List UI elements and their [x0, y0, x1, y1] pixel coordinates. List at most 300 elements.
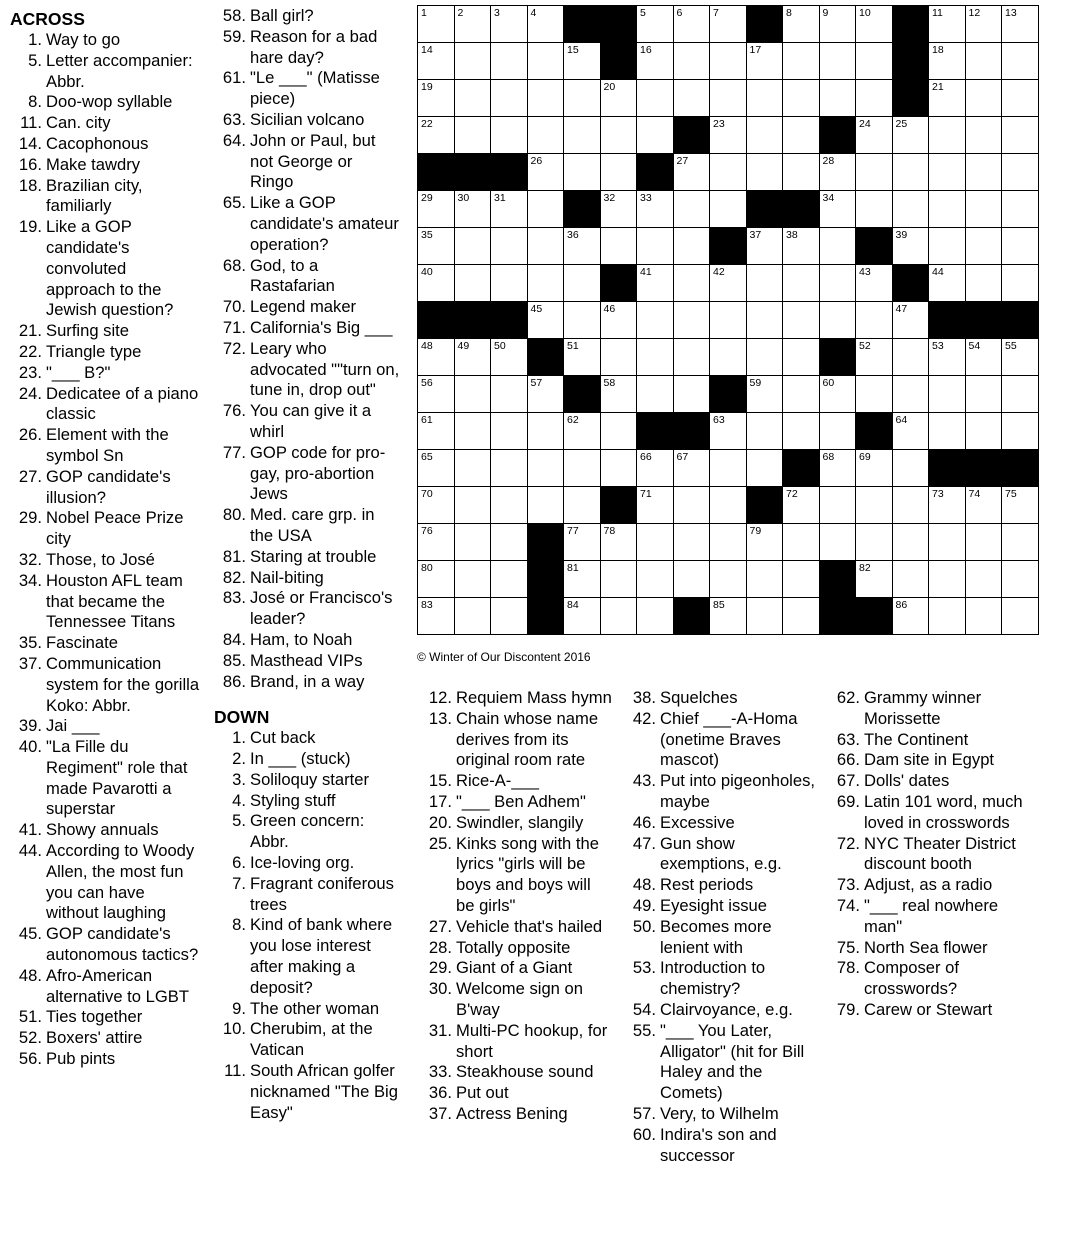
grid-cell[interactable] — [710, 191, 747, 228]
grid-cell[interactable] — [1002, 524, 1039, 561]
grid-cell[interactable] — [929, 413, 966, 450]
clue-number: 72. — [222, 338, 246, 358]
grid-cell[interactable] — [418, 524, 455, 561]
grid-cell[interactable] — [600, 524, 637, 561]
grid-cell[interactable] — [783, 265, 820, 302]
grid-cell[interactable] — [491, 487, 528, 524]
grid-cell[interactable] — [856, 43, 893, 80]
grid-cell[interactable] — [710, 302, 747, 339]
grid-cell[interactable] — [418, 487, 455, 524]
grid-cell[interactable] — [418, 413, 455, 450]
grid-cell[interactable] — [746, 302, 783, 339]
clue-text: Composer of crosswords? — [864, 958, 959, 999]
grid-cell[interactable] — [527, 413, 564, 450]
grid-cell[interactable] — [454, 524, 491, 561]
grid-cell[interactable] — [637, 524, 674, 561]
grid-cell[interactable] — [783, 302, 820, 339]
grid-cell[interactable] — [673, 43, 710, 80]
grid-cell[interactable] — [783, 598, 820, 635]
grid-cell[interactable] — [710, 413, 747, 450]
grid-cell[interactable] — [600, 191, 637, 228]
cell-number: 19 — [421, 81, 433, 93]
grid-cell[interactable] — [637, 43, 674, 80]
grid-cell[interactable] — [454, 117, 491, 154]
grid-cell[interactable] — [1002, 43, 1039, 80]
grid-cell[interactable] — [929, 376, 966, 413]
grid-cell[interactable] — [1002, 80, 1039, 117]
grid-cell[interactable] — [527, 117, 564, 154]
grid-cell[interactable] — [454, 80, 491, 117]
grid-cell[interactable] — [454, 191, 491, 228]
grid-cell[interactable] — [637, 487, 674, 524]
grid-cell[interactable] — [1002, 487, 1039, 524]
grid-cell[interactable] — [637, 376, 674, 413]
grid-cell[interactable] — [418, 80, 455, 117]
grid-cell[interactable] — [783, 43, 820, 80]
grid-cell[interactable] — [673, 450, 710, 487]
grid-cell[interactable] — [418, 117, 455, 154]
grid-cell[interactable] — [929, 487, 966, 524]
grid-cell[interactable] — [929, 80, 966, 117]
grid-cell[interactable] — [929, 6, 966, 43]
grid-cell[interactable] — [454, 487, 491, 524]
grid-cell[interactable] — [965, 154, 1002, 191]
grid-cell[interactable] — [783, 80, 820, 117]
clue-number: 5. — [28, 50, 42, 70]
grid-cell[interactable] — [1002, 598, 1039, 635]
grid-cell[interactable] — [491, 191, 528, 228]
grid-cell[interactable] — [454, 413, 491, 450]
grid-cell[interactable] — [564, 524, 601, 561]
grid-cell[interactable] — [600, 228, 637, 265]
grid-cell[interactable] — [673, 6, 710, 43]
grid-cell[interactable] — [746, 413, 783, 450]
grid-cell[interactable] — [564, 561, 601, 598]
grid-cell[interactable] — [892, 450, 929, 487]
grid-cell[interactable] — [783, 413, 820, 450]
cell-number: 59 — [749, 377, 762, 389]
grid-cell[interactable] — [1002, 265, 1039, 302]
grid-cell[interactable] — [454, 43, 491, 80]
grid-cell[interactable] — [673, 191, 710, 228]
grid-cell[interactable] — [856, 302, 893, 339]
clue-text: Clairvoyance, e.g. — [660, 999, 793, 1019]
grid-cell[interactable] — [637, 6, 674, 43]
grid-cell[interactable] — [491, 413, 528, 450]
grid-cell[interactable] — [418, 43, 455, 80]
grid-cell[interactable] — [564, 43, 601, 80]
grid-cell[interactable] — [746, 376, 783, 413]
clue-item — [624, 771, 816, 813]
grid-cell[interactable] — [1002, 413, 1039, 450]
grid-cell[interactable] — [819, 228, 856, 265]
grid-cell[interactable] — [856, 487, 893, 524]
cell-number: 12 — [968, 7, 981, 19]
grid-cell[interactable] — [1002, 228, 1039, 265]
grid-row — [418, 228, 1039, 265]
grid-cell[interactable] — [783, 117, 820, 154]
grid-cell[interactable] — [856, 450, 893, 487]
grid-cell[interactable] — [564, 154, 601, 191]
grid-cell[interactable] — [746, 80, 783, 117]
grid-cell[interactable] — [965, 6, 1002, 43]
grid-cell[interactable] — [418, 6, 455, 43]
grid-cell[interactable] — [564, 598, 601, 635]
grid-cell[interactable] — [491, 43, 528, 80]
grid-cell[interactable] — [673, 154, 710, 191]
grid-cell[interactable] — [491, 265, 528, 302]
grid-cell[interactable] — [783, 154, 820, 191]
clue-item — [828, 896, 1028, 938]
clue-text: Masthead VIPs — [250, 650, 363, 670]
clue-number: 80. — [222, 505, 246, 525]
grid-cell[interactable] — [746, 43, 783, 80]
grid-cell[interactable] — [929, 154, 966, 191]
grid-cell[interactable] — [929, 339, 966, 376]
grid-cell[interactable] — [746, 265, 783, 302]
grid-cell[interactable] — [527, 43, 564, 80]
grid-cell[interactable] — [600, 561, 637, 598]
grid-cell[interactable] — [965, 561, 1002, 598]
grid-cell[interactable] — [673, 561, 710, 598]
cell-number: 75 — [1005, 488, 1017, 500]
grid-cell[interactable] — [673, 80, 710, 117]
grid-cell[interactable] — [710, 524, 747, 561]
clue-text: Sicilian volcano — [250, 109, 365, 129]
grid-cell[interactable] — [1002, 191, 1039, 228]
grid-cell[interactable] — [892, 376, 929, 413]
clue-item — [10, 1028, 200, 1049]
clue-item — [214, 6, 400, 27]
grid-cell[interactable] — [965, 117, 1002, 154]
grid-cell[interactable] — [418, 450, 455, 487]
grid-cell[interactable] — [892, 487, 929, 524]
grid-cell[interactable] — [783, 376, 820, 413]
grid-cell[interactable] — [564, 80, 601, 117]
grid-cell[interactable] — [856, 80, 893, 117]
grid-cell[interactable] — [491, 524, 528, 561]
grid-cell[interactable] — [710, 339, 747, 376]
grid-cell[interactable] — [491, 6, 528, 43]
cell-number: 78 — [603, 525, 616, 537]
grid-cell[interactable] — [637, 80, 674, 117]
crossword-grid[interactable] — [417, 5, 1039, 635]
cell-number: 56 — [421, 377, 433, 389]
clue-number: 8. — [28, 92, 42, 112]
grid-cell[interactable] — [783, 487, 820, 524]
grid-cell[interactable] — [892, 154, 929, 191]
grid-cell[interactable] — [564, 413, 601, 450]
grid-cell[interactable] — [454, 450, 491, 487]
grid-cell[interactable] — [637, 117, 674, 154]
clue-item — [10, 155, 200, 176]
grid-cell[interactable] — [892, 117, 929, 154]
grid-cell[interactable] — [929, 561, 966, 598]
grid-cell[interactable] — [564, 487, 601, 524]
grid-cell[interactable] — [491, 598, 528, 635]
grid-cell[interactable] — [965, 376, 1002, 413]
grid-cell[interactable] — [564, 265, 601, 302]
grid-cell[interactable] — [892, 302, 929, 339]
clue-number: 7. — [232, 873, 246, 893]
grid-cell[interactable] — [746, 524, 783, 561]
grid-cell[interactable] — [527, 80, 564, 117]
cell-number: 43 — [859, 266, 871, 278]
grid-cell[interactable] — [491, 80, 528, 117]
grid-cell[interactable] — [929, 43, 966, 80]
grid-cell[interactable] — [856, 265, 893, 302]
grid-row — [418, 376, 1039, 413]
grid-cell[interactable] — [783, 561, 820, 598]
grid-cell[interactable] — [491, 376, 528, 413]
grid-cell[interactable] — [418, 598, 455, 635]
grid-cell[interactable] — [600, 117, 637, 154]
grid-cell[interactable] — [564, 117, 601, 154]
grid-cell[interactable] — [673, 339, 710, 376]
grid-cell[interactable] — [892, 598, 929, 635]
grid-row — [418, 6, 1039, 43]
grid-cell[interactable] — [746, 154, 783, 191]
grid-cell[interactable] — [856, 117, 893, 154]
clue-text: Dedicatee of a piano classic — [46, 383, 199, 424]
grid-cell[interactable] — [491, 228, 528, 265]
grid-cell[interactable] — [673, 487, 710, 524]
grid-cell[interactable] — [418, 265, 455, 302]
grid-cell[interactable] — [418, 561, 455, 598]
grid-cell[interactable] — [929, 598, 966, 635]
grid-cell[interactable] — [1002, 154, 1039, 191]
grid-cell[interactable] — [454, 228, 491, 265]
grid-cell[interactable] — [491, 561, 528, 598]
clue-column-2 — [214, 6, 400, 1123]
grid-cell[interactable] — [929, 265, 966, 302]
grid-cell[interactable] — [965, 598, 1002, 635]
clue-item — [624, 1000, 816, 1021]
grid-cell[interactable] — [929, 228, 966, 265]
clue-text: Pub pints — [46, 1049, 116, 1069]
clue-text: Triangle type — [46, 341, 142, 361]
grid-cell[interactable] — [454, 376, 491, 413]
grid-cell[interactable] — [491, 339, 528, 376]
grid-cell[interactable] — [965, 265, 1002, 302]
grid-cell[interactable] — [600, 450, 637, 487]
clue-number: 40. — [18, 737, 42, 757]
clue-item — [214, 131, 400, 193]
grid-cell[interactable] — [454, 598, 491, 635]
grid-cell-block — [527, 598, 564, 635]
grid-cell[interactable] — [892, 228, 929, 265]
grid-cell[interactable] — [637, 561, 674, 598]
grid-cell[interactable] — [527, 228, 564, 265]
grid-cell[interactable] — [710, 265, 747, 302]
cell-number: 62 — [567, 414, 579, 426]
grid-cell[interactable] — [418, 339, 455, 376]
clue-text: Swindler, slangily — [456, 812, 584, 832]
grid-cell[interactable] — [491, 117, 528, 154]
grid-cell[interactable] — [746, 598, 783, 635]
grid-cell[interactable] — [856, 154, 893, 191]
grid-cell[interactable] — [710, 487, 747, 524]
clue-text: Green concern: Abbr. — [250, 811, 365, 852]
clue-number: 29. — [18, 508, 42, 528]
grid-cell[interactable] — [965, 487, 1002, 524]
grid-cell[interactable] — [746, 339, 783, 376]
grid-cell[interactable] — [892, 524, 929, 561]
grid-cell[interactable] — [965, 524, 1002, 561]
grid-cell[interactable] — [637, 191, 674, 228]
grid-cell[interactable] — [783, 339, 820, 376]
clue-item — [10, 654, 200, 716]
grid-cell[interactable] — [527, 265, 564, 302]
grid-cell[interactable] — [454, 6, 491, 43]
grid-cell[interactable] — [819, 302, 856, 339]
grid-cell[interactable] — [637, 265, 674, 302]
clue-list-col1 — [10, 30, 200, 1070]
grid-cell[interactable] — [527, 302, 564, 339]
grid-cell[interactable] — [819, 413, 856, 450]
grid-cell[interactable] — [929, 117, 966, 154]
grid-cell[interactable] — [673, 228, 710, 265]
grid-cell[interactable] — [929, 524, 966, 561]
grid-cell[interactable] — [418, 376, 455, 413]
grid-cell[interactable] — [783, 6, 820, 43]
grid-cell[interactable] — [856, 376, 893, 413]
grid-cell[interactable] — [856, 191, 893, 228]
grid-cell[interactable] — [929, 191, 966, 228]
grid-cell[interactable] — [1002, 117, 1039, 154]
grid-cell[interactable] — [564, 450, 601, 487]
clue-number: 26. — [18, 425, 42, 445]
grid-cell[interactable] — [819, 43, 856, 80]
grid-cell[interactable] — [819, 524, 856, 561]
grid-cell[interactable] — [892, 191, 929, 228]
grid-cell[interactable] — [600, 413, 637, 450]
grid-cell[interactable] — [564, 339, 601, 376]
grid-cell[interactable] — [527, 487, 564, 524]
grid-cell[interactable] — [965, 80, 1002, 117]
grid-cell[interactable] — [783, 524, 820, 561]
grid-cell[interactable] — [673, 265, 710, 302]
clue-text: Nobel Peace Prize city — [46, 508, 184, 549]
grid-cell[interactable] — [819, 154, 856, 191]
grid-cell[interactable] — [637, 450, 674, 487]
grid-cell[interactable] — [1002, 376, 1039, 413]
grid-cell[interactable] — [710, 598, 747, 635]
grid-cell[interactable] — [965, 191, 1002, 228]
grid-cell[interactable] — [491, 450, 528, 487]
grid-cell[interactable] — [1002, 561, 1039, 598]
grid-cell[interactable] — [418, 191, 455, 228]
grid-cell[interactable] — [600, 339, 637, 376]
clue-number: 67. — [836, 771, 860, 791]
grid-cell-block — [600, 43, 637, 80]
grid-cell[interactable] — [418, 228, 455, 265]
grid-cell[interactable] — [819, 376, 856, 413]
grid-cell[interactable] — [710, 561, 747, 598]
grid-cell[interactable] — [892, 339, 929, 376]
grid-cell[interactable] — [856, 524, 893, 561]
grid-cell[interactable] — [819, 80, 856, 117]
grid-cell[interactable] — [600, 376, 637, 413]
grid-cell[interactable] — [710, 43, 747, 80]
grid-cell[interactable] — [965, 228, 1002, 265]
grid-cell[interactable] — [564, 302, 601, 339]
cell-number: 70 — [421, 488, 433, 500]
grid-cell-block — [600, 487, 637, 524]
grid-cell[interactable] — [710, 450, 747, 487]
grid-cell[interactable] — [454, 561, 491, 598]
clue-number: 27. — [428, 916, 452, 936]
grid-cell[interactable] — [746, 228, 783, 265]
grid-cell[interactable] — [783, 228, 820, 265]
clue-number: 20. — [428, 812, 452, 832]
grid-cell[interactable] — [746, 450, 783, 487]
grid-cell[interactable] — [527, 6, 564, 43]
grid-cell[interactable] — [746, 561, 783, 598]
grid-cell[interactable] — [600, 154, 637, 191]
grid-cell[interactable] — [1002, 6, 1039, 43]
grid-cell[interactable] — [673, 524, 710, 561]
grid-cell[interactable] — [673, 376, 710, 413]
clue-number: 69. — [836, 791, 860, 811]
grid-cell[interactable] — [746, 117, 783, 154]
grid-cell[interactable] — [892, 561, 929, 598]
grid-cell[interactable] — [965, 339, 1002, 376]
grid-cell[interactable] — [454, 339, 491, 376]
clue-number: 14. — [18, 133, 42, 153]
grid-cell[interactable] — [637, 339, 674, 376]
grid-cell[interactable] — [819, 487, 856, 524]
grid-cell[interactable] — [1002, 339, 1039, 376]
grid-cell[interactable] — [819, 450, 856, 487]
grid-cell[interactable] — [819, 265, 856, 302]
grid-cell[interactable] — [637, 302, 674, 339]
grid-cell[interactable] — [710, 154, 747, 191]
grid-cell[interactable] — [527, 450, 564, 487]
grid-cell[interactable] — [637, 228, 674, 265]
grid-cell[interactable] — [600, 598, 637, 635]
clue-number: 58. — [222, 6, 246, 25]
grid-cell[interactable] — [600, 80, 637, 117]
grid-cell[interactable] — [710, 6, 747, 43]
clue-text: Brazilian city, familiarly — [46, 175, 143, 216]
grid-cell-block — [746, 191, 783, 228]
clue-text: NYC Theater District discount booth — [864, 833, 1016, 874]
grid-cell[interactable] — [965, 413, 1002, 450]
grid-cell[interactable] — [564, 228, 601, 265]
grid-cell[interactable] — [819, 6, 856, 43]
grid-cell[interactable] — [856, 339, 893, 376]
clue-text: Reason for a bad hare day? — [250, 26, 378, 67]
grid-cell[interactable] — [710, 117, 747, 154]
grid-cell[interactable] — [710, 80, 747, 117]
grid-cell[interactable] — [600, 302, 637, 339]
grid-cell[interactable] — [527, 376, 564, 413]
grid-cell[interactable] — [819, 191, 856, 228]
clue-text: Communication system for the gorilla Koko: Abbr. — [46, 653, 200, 715]
grid-cell[interactable] — [454, 265, 491, 302]
grid-cell[interactable] — [527, 191, 564, 228]
grid-cell[interactable] — [856, 561, 893, 598]
grid-cell[interactable] — [673, 302, 710, 339]
grid-cell[interactable] — [527, 154, 564, 191]
clue-text: Becomes more lenient with — [660, 916, 772, 957]
clue-text: Adjust, as a radio — [864, 875, 993, 895]
grid-cell[interactable] — [856, 6, 893, 43]
grid-cell[interactable] — [892, 413, 929, 450]
grid-cell[interactable] — [965, 43, 1002, 80]
grid-cell[interactable] — [637, 598, 674, 635]
